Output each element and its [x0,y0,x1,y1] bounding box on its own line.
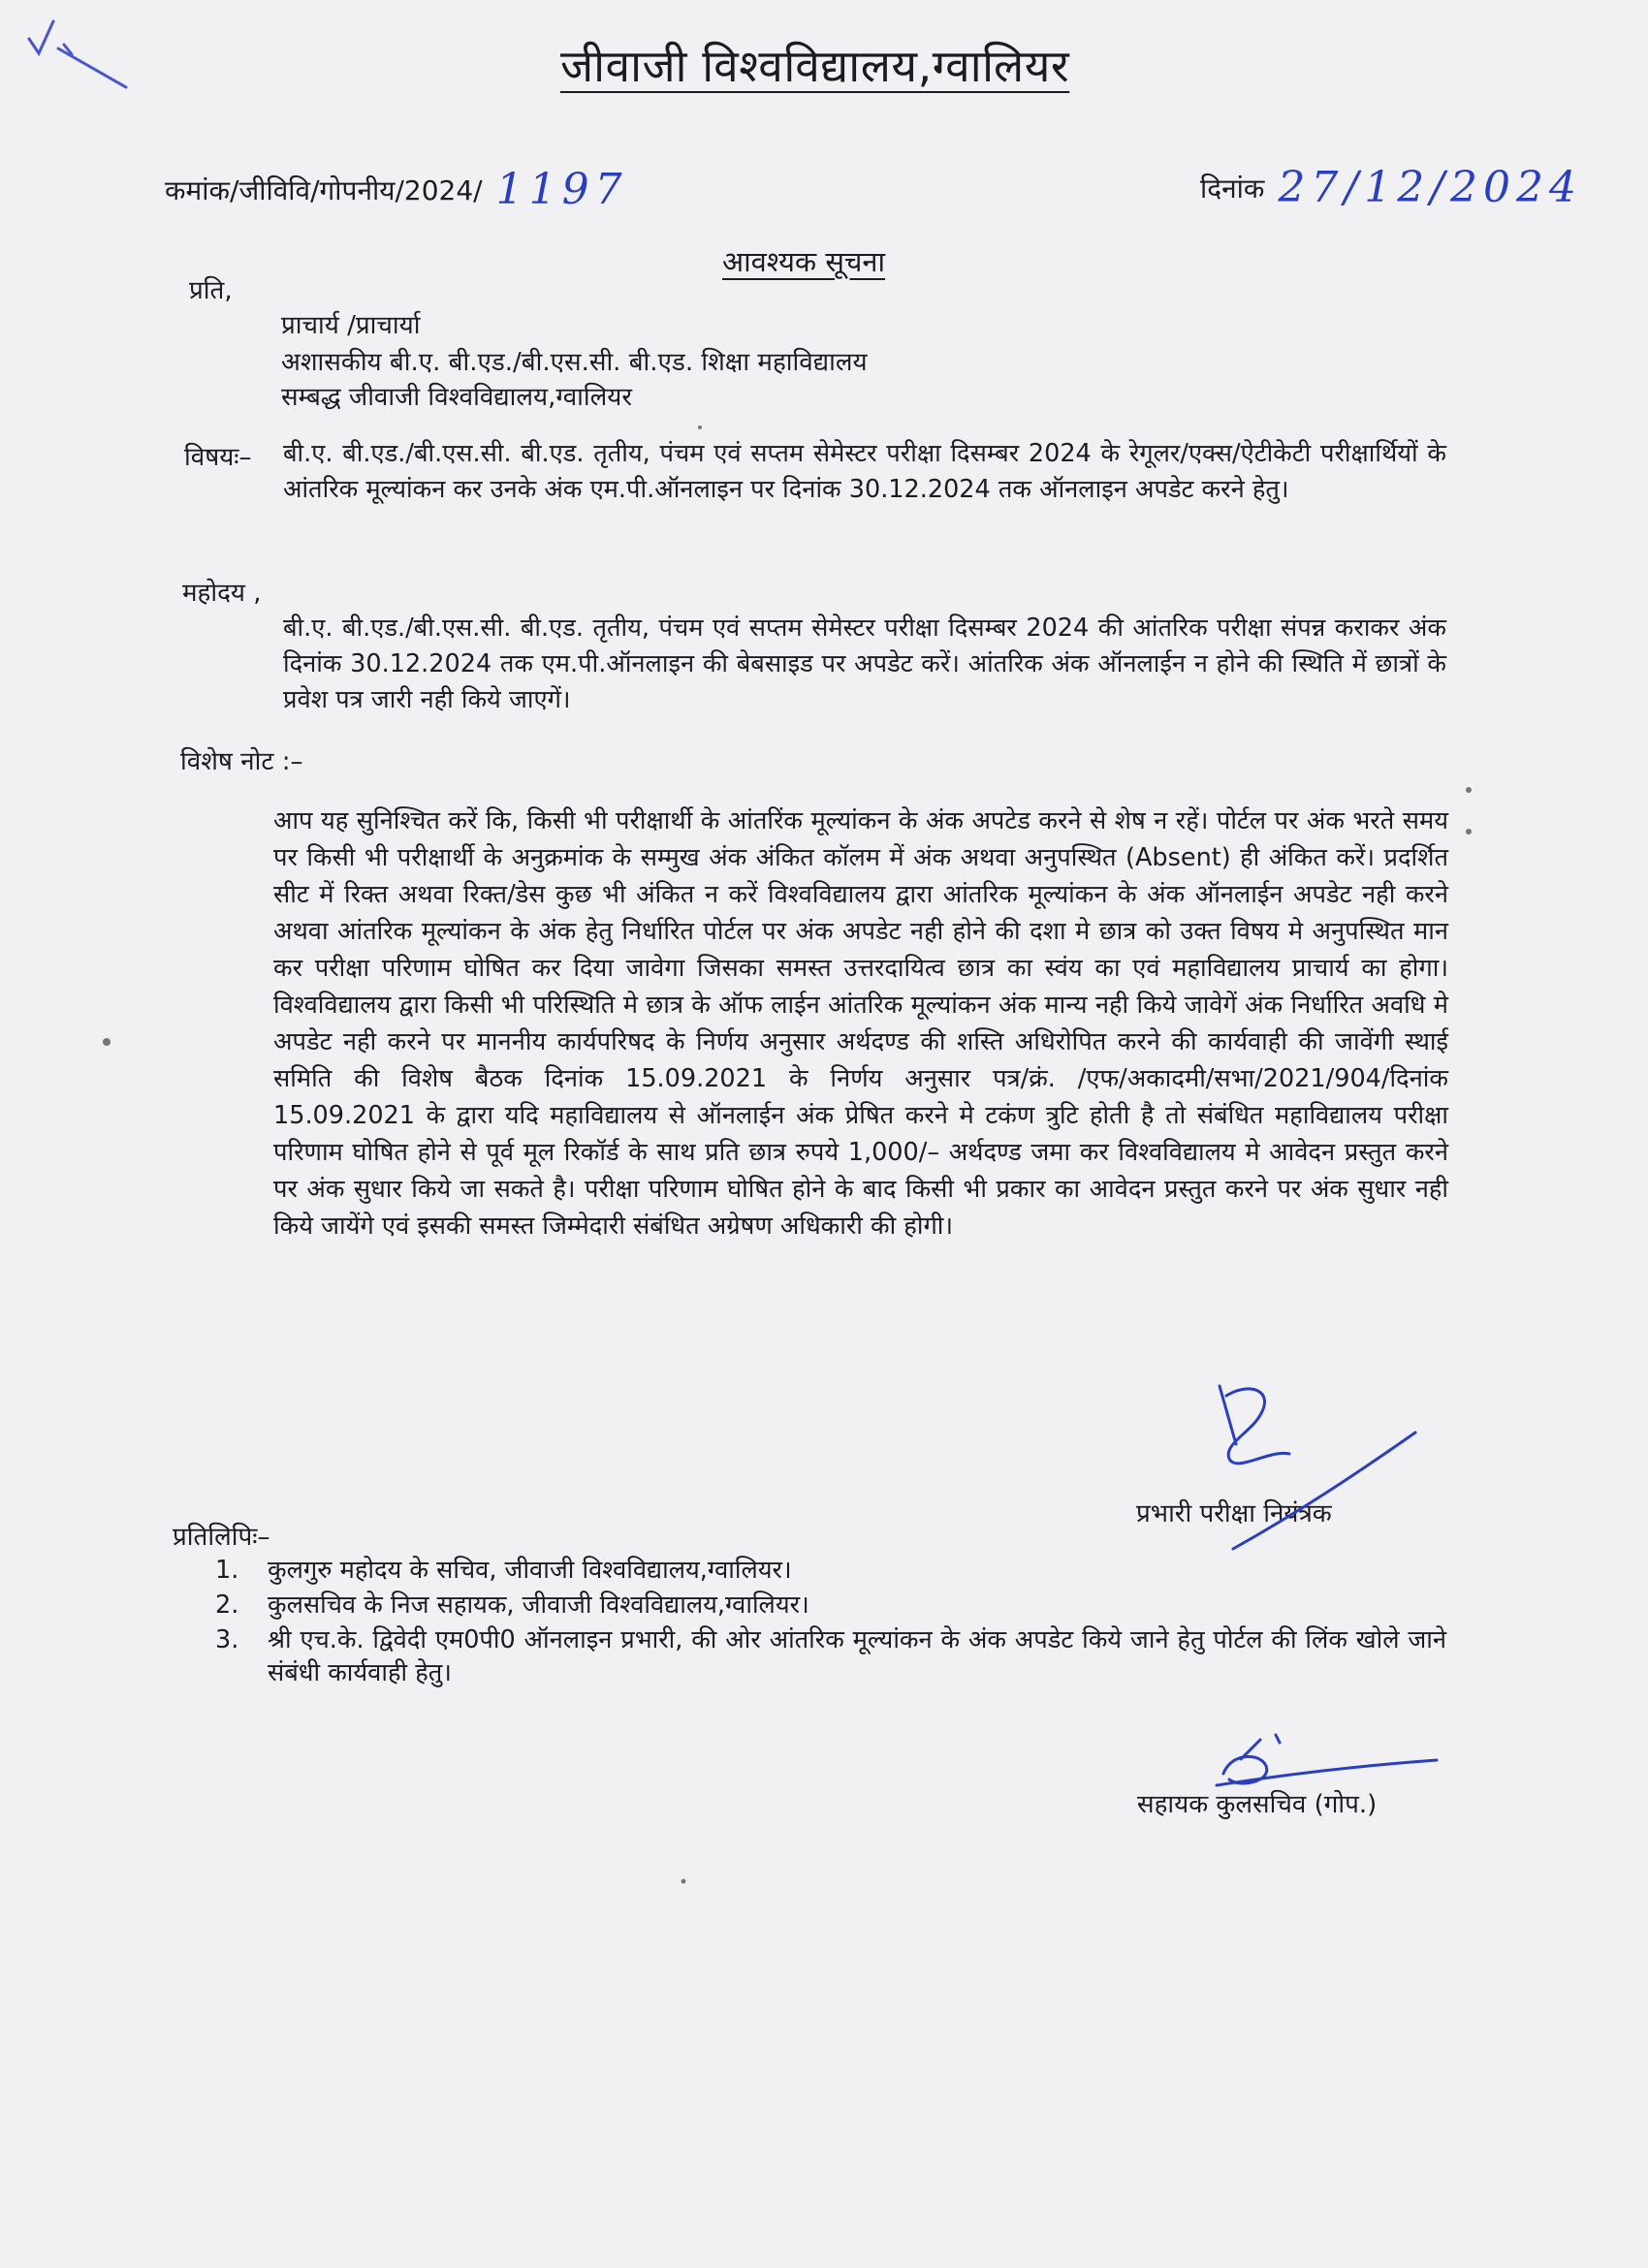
list-item-number: 1. [215,1556,239,1585]
copy-to-list [215,1554,1446,1691]
ref-number-handwritten: 1197 [495,165,628,214]
letter-date [1200,163,1582,212]
list-item-text: कुलसचिव के निज सहायक, जीवाजी विश्वविद्यालय,ग्वालियर। [268,1591,809,1620]
recipient-prati: प्रति, [189,276,233,305]
signature-2-icon [1217,1735,1437,1785]
recipient-line-2: अशासकीय बी.ए. बी.एड./बी.एस.सी. बी.एड. शिक्षा महाविद्यालय [281,348,868,377]
special-note-text: आप यह सुनिश्चित करें कि, किसी भी परीक्षार्थी के आंतरिंक मूल्यांकन के अंक अपटेड करने से शेष न रहें। पोर्टल पर अंक भरते समय पर किसी भी परीक्षार्थी के अनुक्रमांक के सम्मुख अंक अंकित कॉलम में अंक अथवा अनुपस्थित (Absent) ही अंकित करें। प्रदर्शित सीट में रिक्त अथवा रिक्त/डेस कुछ भी अंकित न करें विश्वविद्यालय द्वारा आंतरिक मूल्यांकन के अंक ऑनलाईन अपडेट नही करने अथवा आंतरिक मूल्यांकन के अंक हेतु निर्धारित पोर्टल पर अंक अपडेट नही होने की दशा मे छात्र को उक्त विषय मे अनुपस्थित मान कर परीक्षा परिणाम घोषित कर दिया जावेगा जिसका समस्त उत्तरदायित्व छात्र का स्वंय का एवं महाविद्यालय प्राचार्य का होगा। विश्वविद्यालय द्वारा किसी भी परिस्थिति मे छात्र के ऑफ लाईन आंतरिक मूल्यांकन अंक मान्य नही किये जावेगें अंक निर्धारित अवधि मे अपडेट नही करने पर माननीय कार्यपरिषद के निर्णय अनुसार अर्थदण्ड की शस्ति अधिरोपित करने की कार्यवाही की जावेंगी स्थाई समिति की विशेष बैठक दिनांक 15.09.2021 के निर्णय अनुसार पत्र/क्रं. /एफ/अकादमी/सभा/2021/904/दिनांक 15.09.2021 के द्वारा यदि महाविद्यालय से ऑनलाईन अंक प्रेषित करने मे टकंण त्रुटि होती है तो संबंधित महाविद्यालय परीक्षा परिणाम घोषित होने से पूर्व मूल रिकॉर्ड के साथ प्रति छात्र रुपये 1,000/– अर्थदण्ड जमा कर विश्वविद्यालय मे आवेदन प्रस्तुत करने पर अंक सुधार किये जा सकते है। परीक्षा परिणाम घोषित होने के बाद किसी भी प्रकार का आवेदन प्रस्तुत करने पर अंक सुधार नही किये जायेंगे एवं इसकी समस्त जिम्मेदारी संबंधित अग्रेषण अधिकारी की होगी। [273,806,1448,1241]
university-title: जीवाजी विश्वविद्यालय,ग्वालियर [560,40,1070,92]
salutation: महोदय , [182,579,262,608]
recipient-line-3: सम्बद्ध जीवाजी विश्वविद्यालय,ग्वालियर [281,383,632,412]
date-handwritten: 27/12/2024 [1278,163,1583,212]
list-item-number: 3. [215,1625,239,1654]
list-item-number: 2. [215,1591,239,1620]
recipient-line-1: प्राचार्य /प्राचार्या [281,311,421,340]
list-item [215,1589,1446,1622]
ref-prefix: कमांक/जीविवि/गोपनीय/2024/ [165,174,483,206]
reference-number [165,165,628,214]
list-item [215,1623,1446,1689]
special-note-label: विशेष नोट :– [180,747,303,776]
date-label: दिनांक [1200,173,1265,205]
subject-text: बी.ए. बी.एड./बी.एस.सी. बी.एड. तृतीय, पंचम एवं सप्तम सेमेस्टर परीक्षा दिसम्बर 2024 के रेगूलर/एक्स/ऐटीकेटी परीक्षार्थियों के आंतरिक मूल्यांकन कर उनके अंक एम.पी.ऑनलाइन पर दिनांक 30.12.2024 तक ऑनलाइन अपडेट करने हेतु। [283,439,1446,504]
signatory-exam-controller: प्रभारी परीक्षा नियंत्रक [1136,1499,1332,1528]
notice-heading: आवश्यक सूचना [722,245,886,278]
subject-label: विषयः– [184,443,252,472]
body-paragraph-1: बी.ए. बी.एड./बी.एस.सी. बी.एड. तृतीय, पंचम एवं सप्तम सेमेस्टर परीक्षा दिसम्बर 2024 की आंतरिक परीक्षा संपन्न कराकर अंक दिनांक 30.12.2024 तक एम.पी.ऑनलाइन की बेबसाइड पर अपडेट करें। आंतरिक अंक ऑनलाईन न होने की स्थिति में छात्रों के प्रवेश पत्र जारी नही किये जाएगें। [283,614,1446,714]
list-item-text: कुलगुरु महोदय के सचिव, जीवाजी विश्वविद्यालय,ग्वालियर। [268,1556,792,1585]
list-item-text: श्री एच.के. द्विवेदी एम0पी0 ऑनलाइन प्रभारी, की ओर आंतरिक मूल्यांकन के अंक अपडेट किये जाने हेतु पोर्टल की लिंक खोले जाने संबंधी कार्यवाही हेतु। [268,1625,1446,1687]
copy-to-label: प्रतिलिपिः– [173,1523,270,1552]
signatory-assistant-registrar: सहायक कुलसचिव (गोप.) [1137,1790,1378,1819]
list-item [215,1554,1446,1587]
tick-mark-icon [29,21,126,87]
